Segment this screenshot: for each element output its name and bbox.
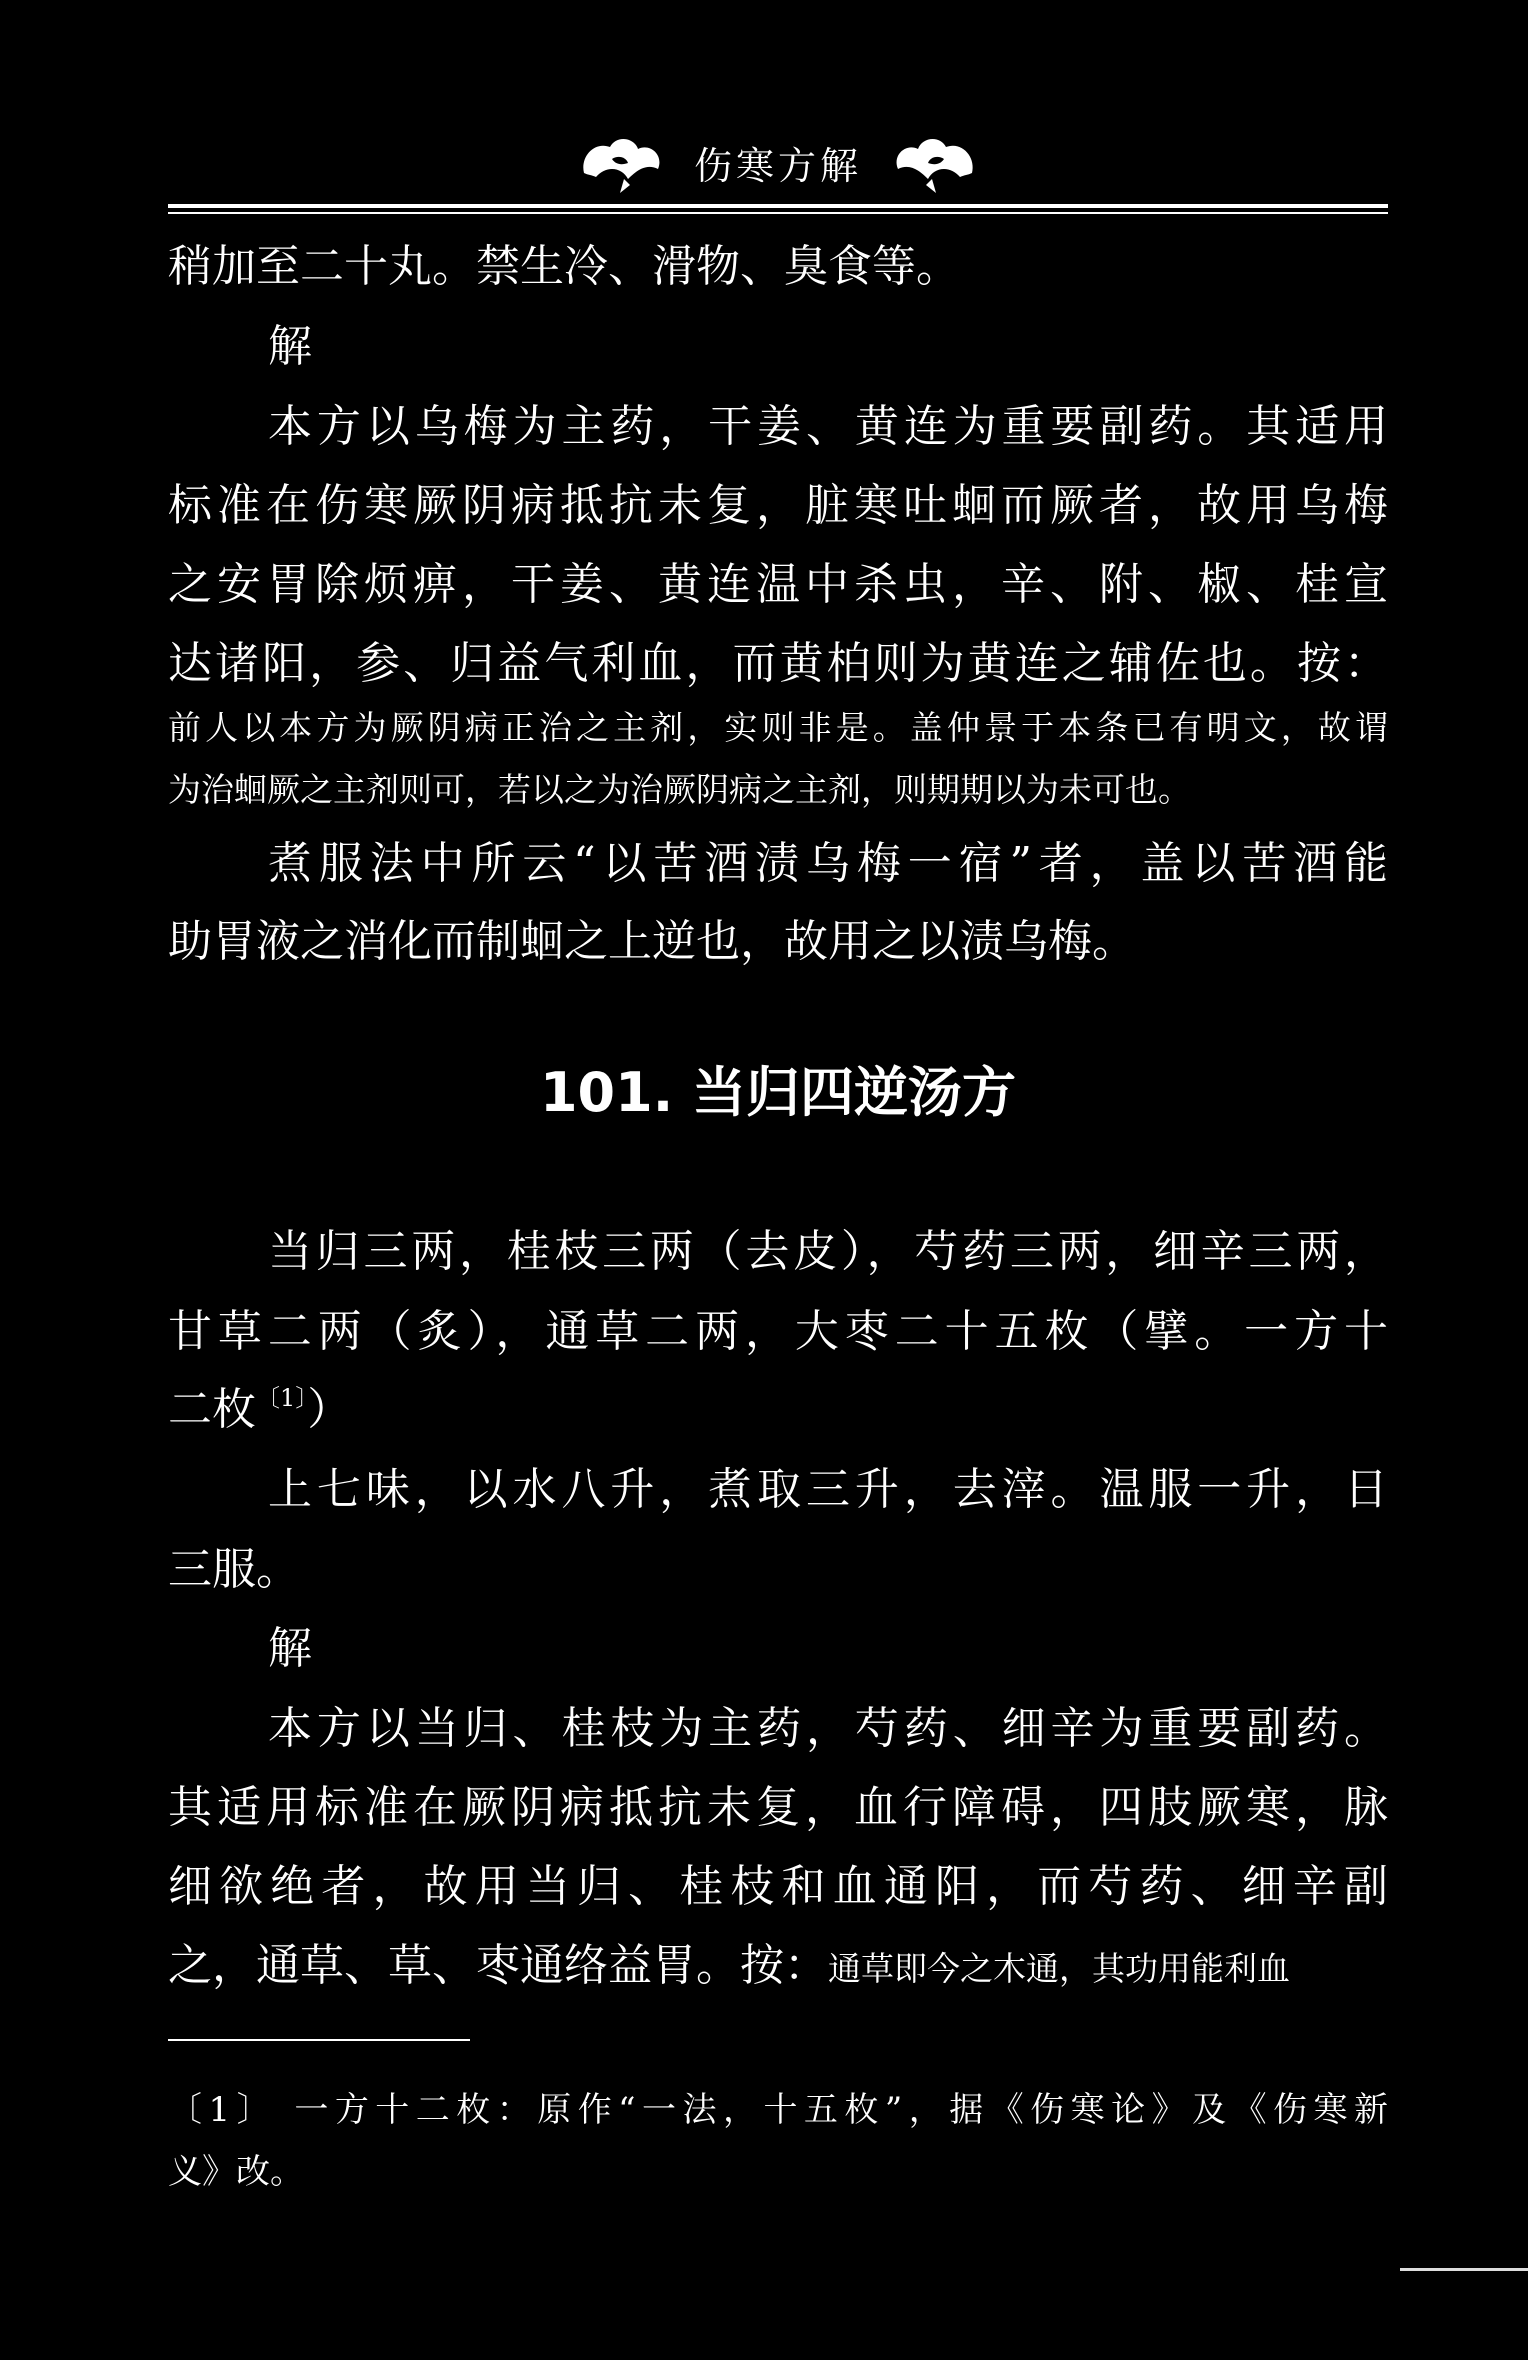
text-line: 细欲绝者，故用当归、桂枝和血通阳，而芍药、细辛副 bbox=[168, 1861, 1388, 1912]
note-line: 为治蛔厥之主剂则可，若以之为治厥阴病之主剂，则期期以为未可也。 bbox=[168, 770, 1191, 809]
text-line: 本方以乌梅为主药，干姜、黄连为重要副药。其适用 bbox=[268, 401, 1388, 452]
running-header bbox=[168, 122, 1388, 202]
footnote-reference: 〔1〕 bbox=[256, 1384, 308, 1412]
note-line: 前人以本方为厥阴病正治之主剂，实则非是。盖仲景于本条已有明文，故谓 bbox=[168, 708, 1388, 747]
footnote-line: 义》改。 bbox=[168, 2152, 304, 2192]
text-line: 煮服法中所云“以苦酒渍乌梅一宿”者，盖以苦酒能 bbox=[268, 838, 1388, 889]
header-rule-thin bbox=[168, 212, 1388, 214]
jie-heading: 解 bbox=[268, 1623, 312, 1674]
text-line: 达诸阳，参、归益气利血，而黄柏则为黄连之辅佐也。按： bbox=[168, 638, 1388, 689]
text-line: 标准在伤寒厥阴病抵抗未复，脏寒吐蛔而厥者，故用乌梅 bbox=[168, 480, 1388, 531]
text-line: 其适用标准在厥阴病抵抗未复，血行障碍，四肢厥寒，脉 bbox=[168, 1782, 1388, 1833]
text-line: 之安胃除烦痹，干姜、黄连温中杀虫，辛、附、椒、桂宣 bbox=[168, 559, 1388, 610]
recipe-close: ） bbox=[307, 1384, 352, 1435]
recipe-end: 二枚 bbox=[168, 1384, 256, 1435]
text-line: 稍加至二十丸。禁生冷、滑物、臭食等。 bbox=[168, 241, 960, 292]
jie-heading: 解 bbox=[268, 321, 312, 372]
header-rule-thick bbox=[168, 204, 1388, 208]
recipe-line: 当归三两，桂枝三两（去皮），芍药三两，细辛三两， bbox=[268, 1226, 1388, 1277]
footnote-rule bbox=[168, 2039, 470, 2041]
footnote-line: 〔1〕 一方十二枚：原作“一法，十五枚”，据《伤寒论》及《伤寒新 bbox=[168, 2090, 1388, 2130]
recipe-line: 甘草二两（炙），通草二两，大枣二十五枚（擘。一方十 bbox=[168, 1306, 1388, 1357]
header-title: 伤寒方解 bbox=[693, 143, 862, 188]
text-line: 助胃液之消化而制蛔之上逆也，故用之以渍乌梅。 bbox=[168, 916, 1136, 967]
page-edge-mark bbox=[1400, 2268, 1528, 2271]
text-segment: 之，通草、草、枣通络益胃。按： bbox=[168, 1940, 828, 1991]
method-line: 上七味，以水八升，煮取三升，去滓。温服一升，日 bbox=[268, 1464, 1388, 1515]
recipe-line bbox=[168, 1380, 1388, 1440]
section-title: 101. 当归四逆汤方 bbox=[539, 1061, 1017, 1124]
text-line bbox=[168, 1936, 1388, 1996]
text-line: 本方以当归、桂枝为主药，芍药、细辛为重要副药。 bbox=[268, 1703, 1388, 1754]
right-ornament-icon bbox=[888, 129, 980, 195]
left-ornament-icon bbox=[576, 129, 668, 195]
method-line: 三服。 bbox=[168, 1544, 300, 1595]
note-segment: 通草即今之木通，其功用能利血 bbox=[828, 1949, 1290, 1988]
